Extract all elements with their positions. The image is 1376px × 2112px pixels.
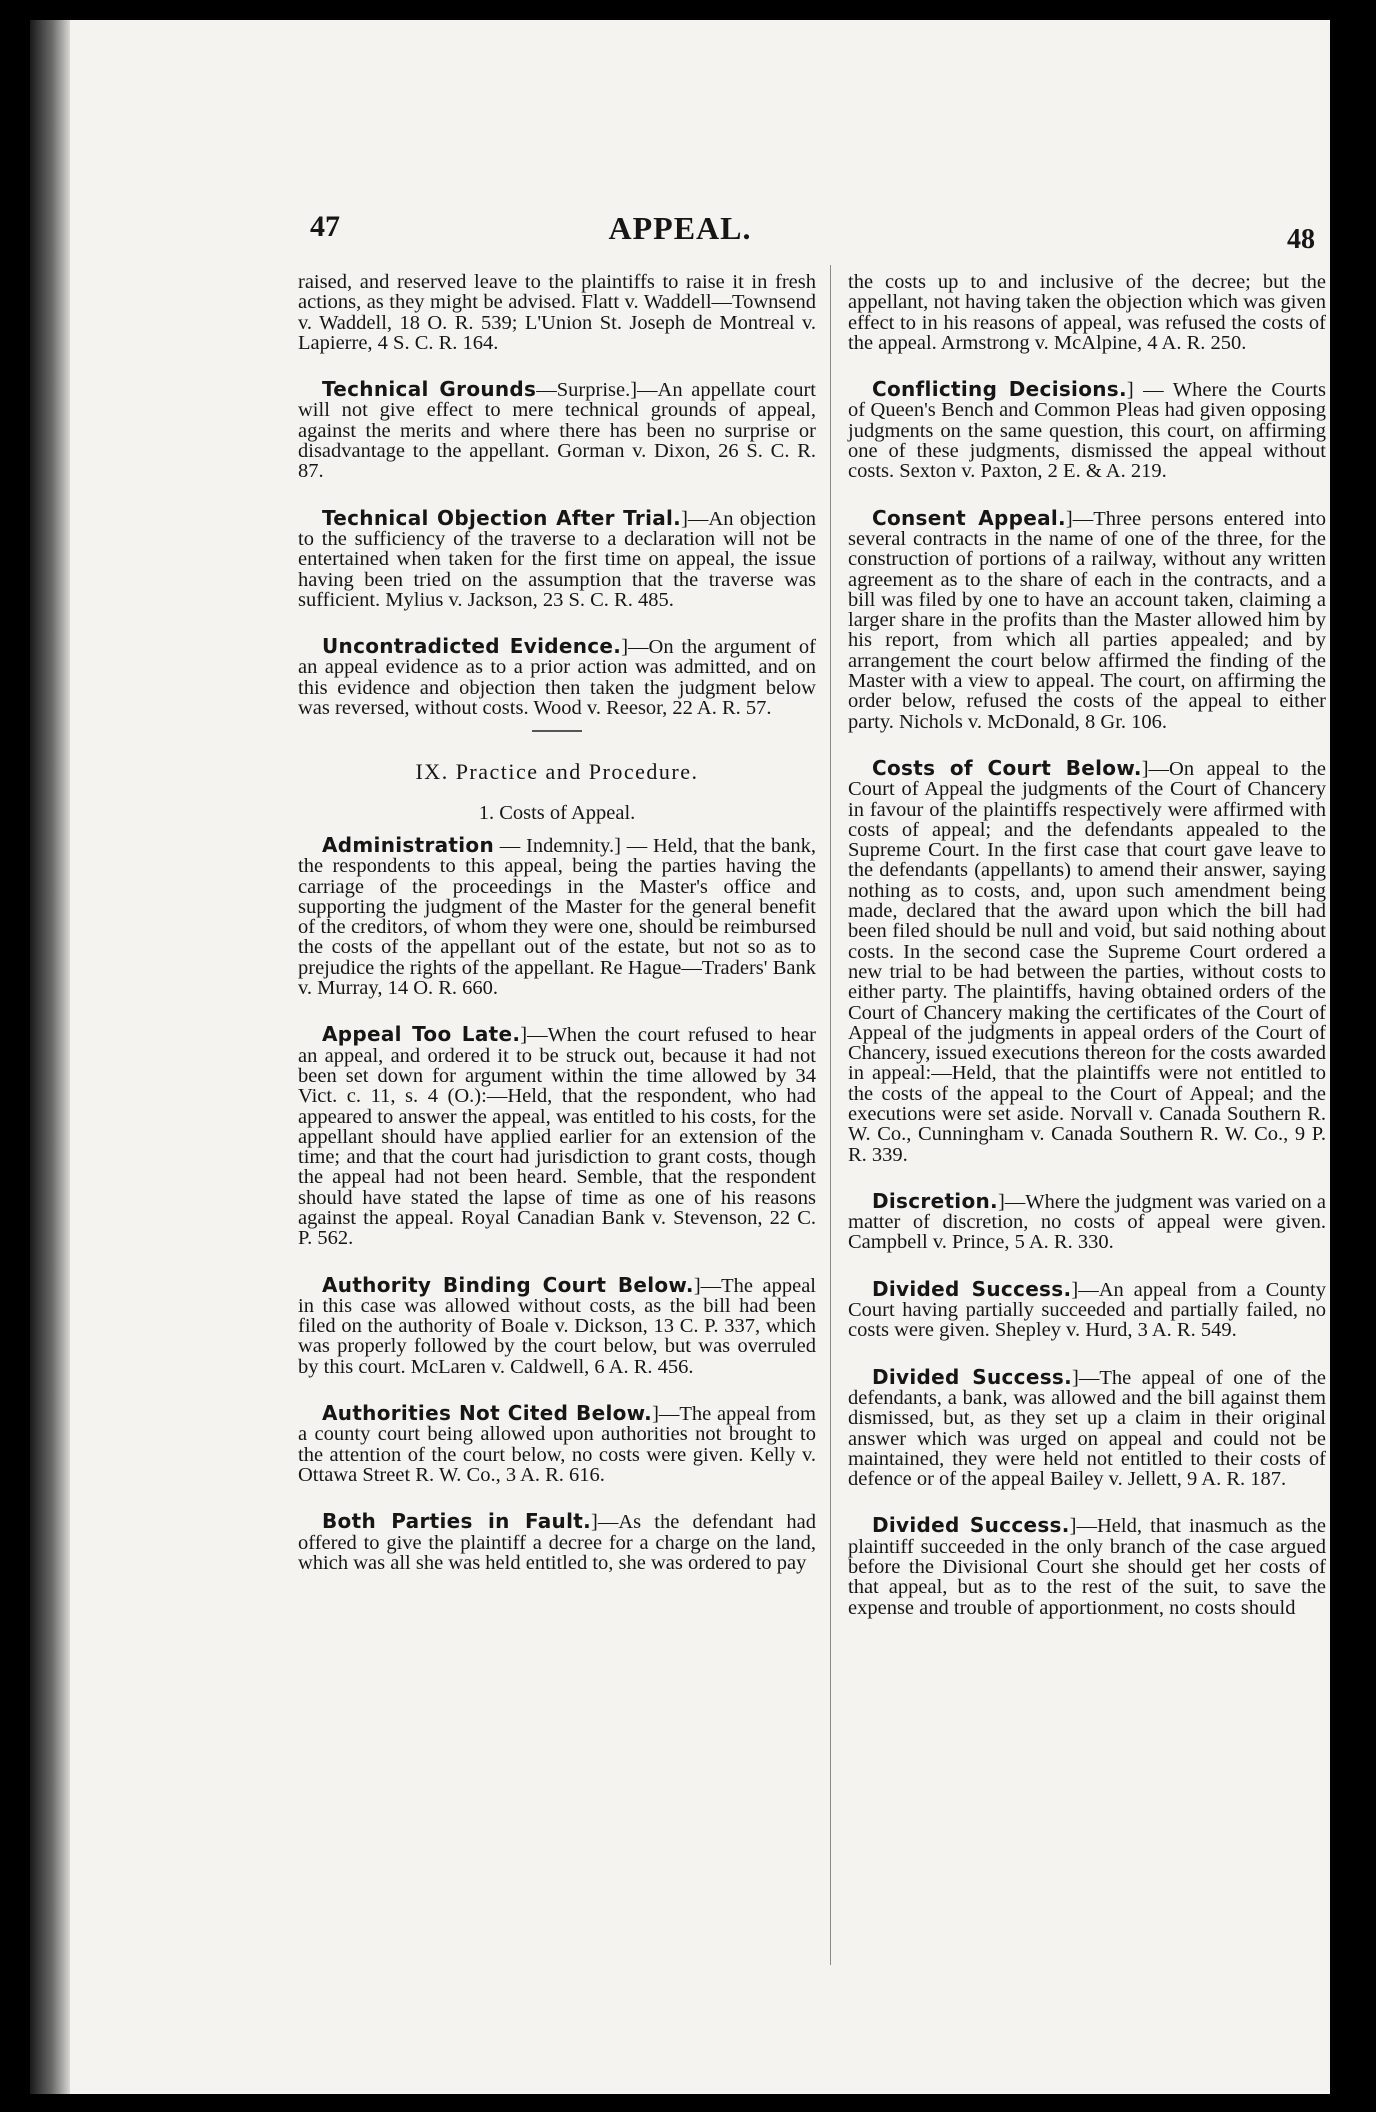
digest-entry xyxy=(848,1276,1326,1342)
right-column xyxy=(848,272,1326,1644)
subsection-title: 1. Costs of Appeal. xyxy=(478,801,636,824)
entry-heading: Authority Binding Court Below. xyxy=(322,1272,694,1297)
entry-heading: Costs of Court Below. xyxy=(872,755,1142,780)
digest-entry xyxy=(298,379,816,481)
page-number-right: 48 xyxy=(1287,224,1315,255)
digest-entry xyxy=(298,636,816,718)
entry-text: ]—Held, that inasmuch as the plaintiff succeeded in the only branch of the case argued before the Divisional Court she should get her costs of that appeal, but as to the rest of the suit, to save the expense and trouble of apportionment, no costs should xyxy=(848,1515,1327,1619)
entry-heading: Technical Grounds xyxy=(322,377,537,402)
entry-text: ]—An objection to the sufficiency of the traverse to a declaration will not be entertained when taken for the first time on appeal, the issue having been tried on the assumption that the traverse was sufficient. Mylius v. Jackson, 23 S. C. R. 485. xyxy=(298,507,816,611)
entry-heading: Authorities Not Cited Below. xyxy=(322,1401,653,1426)
entry-heading: Appeal Too Late. xyxy=(322,1022,521,1047)
entry-text: ]—The appeal from a county court being allowed upon authorities not brought to the attention of the court below, no costs were given. Kelly v. Ottawa Street R. W. Co., 3 A. R. 616. xyxy=(298,1403,816,1486)
section-separator xyxy=(532,730,582,732)
column-divider xyxy=(830,265,831,1965)
digest-entry xyxy=(298,505,816,611)
entry-text: ]—On appeal to the Court of Appeal the judgments of the Court of Chancery in favour of the plaintiffs respectively were affirmed with costs of appeal; and the defendants appealed to the Supreme Court. In the first case that court gave leave to the defendants (appellants) to amend their answer, saying nothing as to costs, and, upon such amendment being made, declared that the award upon which the bill had been filed should be null and void, but said nothing about costs. In the second case the Supreme Court ordered a new trial to be had between the parties, without costs to either party. The plaintiffs, having obtained orders of the Court of Chancery making the certificates of the Court of Appeal of the judgments in appeal orders of the Court of Chancery, issued executions thereon for the costs awarded in appeal:—Held, that the plaintiffs were not entitled to the costs of the appeal to the Court of Appeal; and the executions were set aside. Norvall v. Canada Southern R. W. Co., Cunningham v. Canada Southern R. W. Co., 9 P. R. 339. xyxy=(848,757,1326,1166)
book-spine-shadow xyxy=(30,20,70,2094)
entry-heading: Divided Success. xyxy=(872,1276,1072,1301)
entry-text: ]—The appeal of one of the defendants, a bank, was allowed and the bill against them dismissed, but, as they set up a claim in their original answer which was urged on appeal and could not be maintained, they were held not entitled to their costs of defence or of the appeal Bailey v. Jellett, 9 A. R. 187. xyxy=(848,1366,1326,1491)
running-head: APPEAL. xyxy=(608,210,752,246)
entry-text: — Indemnity.] — Held, that the bank, the respondents to this appeal, being the parties having the carriage of the proceedings in the Master's office and supporting the judgment of the Master for the general benefit of the creditors, of whom they were one, should be reimbursed the costs of the appellant out of the estate, but not so as to prejudice the rights of the appellant. Re Hague—Traders' Bank v. Murray, 14 O. R. 660. xyxy=(298,834,816,1000)
digest-entry xyxy=(298,1403,816,1485)
entry-text: ]—The appeal in this case was allowed without costs, as the bill had been filed on the authority of Boale v. Dickson, 13 C. P. 337, which was properly followed by the court below, but was overruled by this court. McLaren v. Caldwell, 6 A. R. 456. xyxy=(298,1274,816,1378)
entry-heading: Conflicting Decisions. xyxy=(872,377,1127,402)
digest-entry xyxy=(298,1272,816,1378)
left-column xyxy=(298,272,816,1599)
entry-heading: Both Parties in Fault. xyxy=(322,1509,592,1534)
digest-entry xyxy=(298,832,816,1000)
entry-text: ]—As the defendant had offered to give the plaintiff a decree for a charge on the land, which was all she was held entitled to, she was ordered to pay xyxy=(298,1511,816,1574)
digest-entry xyxy=(848,1515,1326,1617)
digest-entry xyxy=(848,379,1326,481)
entry-heading: Divided Success. xyxy=(872,1364,1073,1389)
entry-heading: Administration xyxy=(322,832,495,857)
section-title: IX. Practice and Procedure. xyxy=(415,759,699,785)
entry-heading: Discretion. xyxy=(872,1188,998,1213)
entry-text: ]—On the argument of an appeal evidence as to a prior action was admitted, and on this evidence and objection then taken the judgment below was reversed, without costs. Wood v. Reesor, 22 A. R. 57. xyxy=(298,636,816,720)
entry-text: ]—Where the judgment was varied on a matter of discretion, no costs of appeal were given. Campbell v. Prince, 5 A. R. 330. xyxy=(848,1190,1326,1254)
entry-text: ]—An appeal from a County Court having partially succeeded and partially failed, no costs were given. Shepley v. Hurd, 3 A. R. 549. xyxy=(848,1278,1326,1342)
continuation-paragraph: the costs up to and inclusive of the decree; but the appellant, not having taken the objection which was given effect to in his reasons of appeal, was refused the costs of the appeal. Armstrong v. McAlpine, 4 A. R. 250. xyxy=(848,271,1326,354)
digest-entry xyxy=(848,755,1326,1166)
digest-entry xyxy=(848,1364,1326,1491)
entry-heading: Uncontradicted Evidence. xyxy=(322,634,622,659)
entry-heading: Consent Appeal. xyxy=(872,505,1066,530)
entry-text: ]—When the court refused to hear an appeal, and ordered it to be struck out, because it had not been set down for argument within the time allowed by 34 Vict. c. 11, s. 4 (O.):—Held, that the respondent, who had appeared to answer the appeal, was entitled to his costs, for the appellant should have applied earlier for an extension of the time; and that the court had jurisdiction to grant costs, though the appeal had not been heard. Semble, that the respondent should have stated the lapse of time as one of his reasons against the appeal. Royal Canadian Bank v. Stevenson, 22 C. P. 562. xyxy=(298,1024,816,1250)
entry-heading: Technical Objection After Trial. xyxy=(322,505,682,530)
entry-text: —Surprise.]—An appellate court will not give effect to mere technical grounds of appeal, against the merits and where there has been no surprise or disadvantage to the appellant. Gorman v. Dixon, 26 S. C. R. 87. xyxy=(298,379,817,483)
book-page xyxy=(30,20,1330,2094)
continuation-paragraph: raised, and reserved leave to the plaintiffs to raise it in fresh actions, as they might be advised. Flatt v. Waddell—Townsend v. Waddell, 18 O. R. 539; L'Union St. Joseph de Montreal v. Lapierre, 4 S. C. R. 164. xyxy=(298,271,816,354)
digest-entry xyxy=(848,505,1326,733)
digest-entry xyxy=(298,1024,816,1248)
entry-text: ]—Three persons entered into several contracts in the name of one of the three, for the construction of portions of a railway, without any written agreement as to the share of each in the contracts, and a bill was filed by one to have an account taken, claiming a larger share in the profits than the Master allowed him by his report, from which all parties appealed; and by arrangement the court below affirmed the finding of the Master with a view to appeal. The court, on affirming the order below, refused the costs of the appeal to either party. Nichols v. McDonald, 8 Gr. 106. xyxy=(848,507,1326,733)
entry-heading: Divided Success. xyxy=(872,1513,1070,1538)
entry-text: ] — Where the Courts of Queen's Bench and Common Pleas had given opposing judgments on the same question, this court, on affirming one of these judgments, dismissed the appeal without costs. Sexton v. Paxton, 2 E. & A. 219. xyxy=(848,379,1326,483)
digest-entry xyxy=(848,1188,1326,1254)
page-number-left: 47 xyxy=(310,210,340,243)
digest-entry xyxy=(298,1511,816,1573)
